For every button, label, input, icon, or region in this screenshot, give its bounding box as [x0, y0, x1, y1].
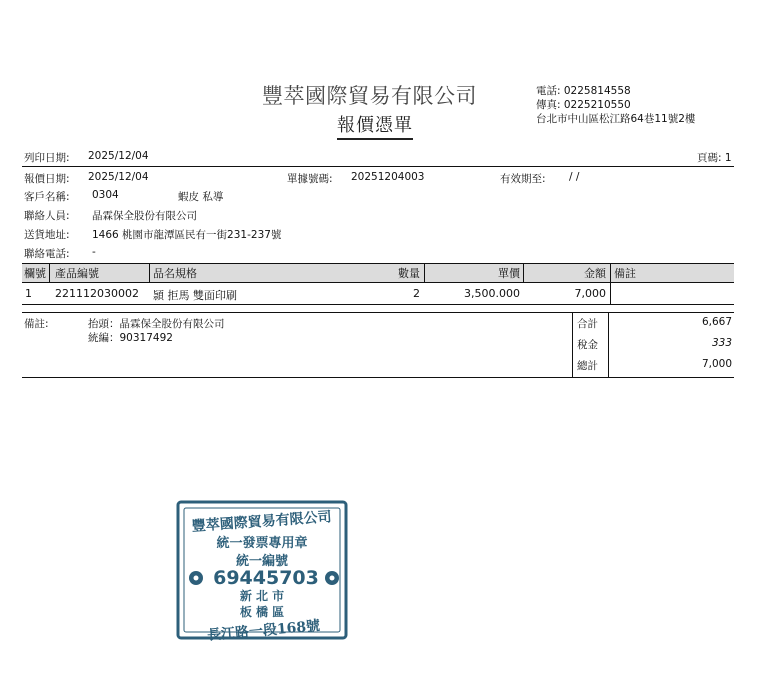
- header-code: 產品編號: [55, 267, 99, 280]
- column-divider: [610, 282, 611, 304]
- svg-text:豐萃國際貿易有限公司: 豐萃國際貿易有限公司: [191, 509, 333, 535]
- divider: [22, 166, 734, 167]
- company-name: 豐萃國際貿易有限公司: [262, 84, 477, 108]
- svg-text:長江路一段168號: 長江路一段168號: [206, 618, 321, 644]
- svg-text:統一編號: 統一編號: [235, 554, 289, 569]
- total-value: 7,000: [701, 358, 732, 370]
- row-amount: 7,000: [574, 287, 606, 300]
- customer-name: 蝦皮 私導: [178, 191, 224, 203]
- header-amount: 金額: [584, 267, 606, 280]
- svg-text:69445703: 69445703: [213, 567, 319, 589]
- row-name: 頴 拒馬 雙面印刷: [153, 289, 237, 302]
- valid-until-label: 有效期至:: [500, 173, 546, 185]
- company-address: 台北市中山區松江路64巷11號2樓: [536, 113, 696, 125]
- divider: [22, 312, 734, 313]
- svg-text:新 北 市: 新 北 市: [239, 589, 285, 603]
- header-note: 備註: [614, 267, 636, 280]
- svg-text:板 橋 區: 板 橋 區: [239, 605, 285, 619]
- header-price: 單價: [498, 267, 520, 280]
- quote-number-label: 單據號碼:: [287, 173, 333, 185]
- invoice-stamp: [174, 496, 354, 646]
- divider: [22, 304, 734, 305]
- row-price: 3,500.000: [464, 287, 520, 300]
- summary-divider: [608, 312, 609, 377]
- column-divider: [149, 264, 150, 282]
- subtotal-value: 6,667: [701, 316, 732, 328]
- tax-label: 稅金: [577, 339, 598, 351]
- subtotal-label: 合計: [577, 318, 598, 330]
- column-divider: [523, 264, 524, 282]
- contact-label: 聯絡人員:: [24, 210, 70, 222]
- quote-date-label: 報價日期:: [24, 173, 70, 185]
- remark-line-2: 統編：90317492: [88, 332, 173, 344]
- quote-date: 2025/12/04: [88, 171, 149, 183]
- company-phone: 電話: 0225814558: [536, 85, 631, 97]
- page-label: 頁碼:: [697, 152, 722, 164]
- contact-phone: -: [92, 246, 96, 258]
- svg-text:統一發票專用章: 統一發票專用章: [216, 536, 308, 551]
- contact-person: 晶霖保全股份有限公司: [92, 210, 197, 222]
- valid-until: / /: [569, 171, 580, 183]
- row-qty: 2: [413, 287, 420, 300]
- header-no: 欄號: [24, 267, 46, 280]
- contact-phone-label: 聯絡電話:: [24, 248, 70, 260]
- column-divider: [610, 264, 611, 282]
- remark-line-1: 抬頭：晶霖保全股份有限公司: [88, 318, 225, 330]
- row-no: 1: [25, 287, 32, 300]
- print-date: 2025/12/04: [88, 150, 149, 162]
- print-date-label: 列印日期:: [24, 152, 70, 164]
- ship-address-label: 送貨地址:: [24, 229, 70, 241]
- customer-label: 客戶名稱:: [24, 191, 70, 203]
- header-name: 品名規格: [153, 267, 197, 280]
- column-divider: [49, 264, 50, 282]
- remark-label: 備註:: [24, 318, 49, 330]
- summary-divider: [572, 312, 573, 377]
- document-title: 報價憑單: [337, 111, 413, 140]
- total-label: 總計: [577, 360, 598, 372]
- ship-address: 1466 桃園市龍潭區民有一街231-237號: [92, 229, 282, 241]
- divider: [22, 377, 734, 378]
- quote-number: 20251204003: [351, 171, 425, 183]
- row-code: 221112030002: [55, 287, 139, 300]
- column-divider: [424, 264, 425, 282]
- page-value: 1: [724, 152, 732, 164]
- customer-code: 0304: [92, 189, 119, 201]
- page-number: [697, 150, 732, 165]
- company-fax: 傳真: 0225210550: [536, 99, 631, 111]
- tax-value: 333: [711, 337, 732, 349]
- header-qty: 數量: [398, 267, 420, 280]
